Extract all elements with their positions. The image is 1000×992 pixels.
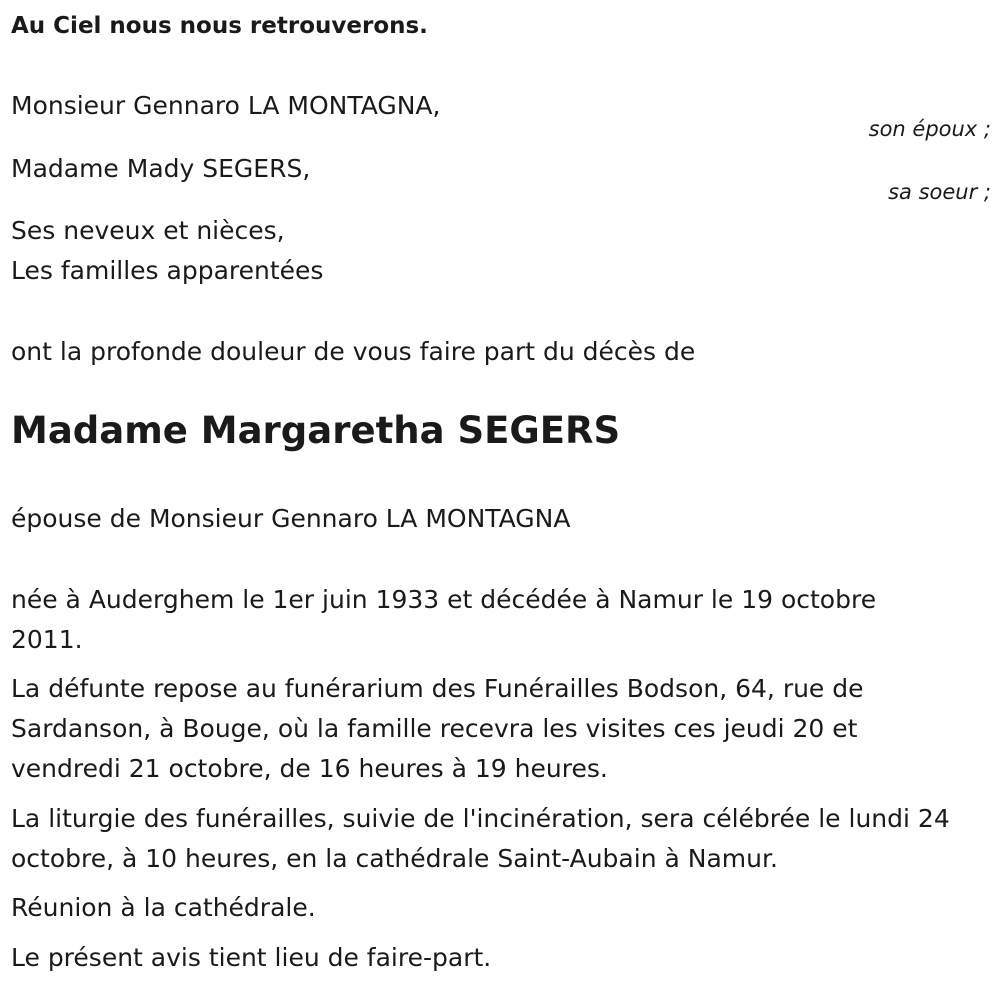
- spouse-of-line: épouse de Monsieur Gennaro LA MONTAGNA: [11, 504, 571, 533]
- families-line: Les familles apparentées: [11, 256, 324, 285]
- birth-death-paragraph: née à Auderghem le 1er juin 1933 et décédée à Namur le 19 octobre 2011.: [11, 585, 877, 654]
- spouse-relation: son époux ;: [868, 117, 991, 141]
- meeting-line: Réunion à la cathédrale.: [11, 893, 316, 922]
- spouse-name: Monsieur Gennaro LA MONTAGNA,: [11, 91, 441, 120]
- liturgy-paragraph: La liturgie des funérailles, suivie de l'incinération, sera célébrée le lundi 24 octobre, à 10 heures, en la cathédrale Saint-Aubain à Namur.: [11, 804, 950, 873]
- header-quote: Au Ciel nous nous retrouverons.: [11, 13, 428, 39]
- notice-line: Le présent avis tient lieu de faire-part.: [11, 943, 492, 972]
- sister-name: Madame Mady SEGERS,: [11, 154, 311, 183]
- sister-relation: sa soeur ;: [888, 180, 991, 204]
- announcement-intro: ont la profonde douleur de vous faire part du décès de: [11, 337, 696, 366]
- deceased-name: Madame Margaretha SEGERS: [11, 409, 621, 452]
- nephews-line: Ses neveux et nièces,: [11, 216, 285, 245]
- repose-paragraph: La défunte repose au funérarium des Funérailles Bodson, 64, rue de Sardanson, à Bouge, où la famille recevra les visites ces jeudi 20 et vendredi 21 octobre, de 16 heures à 19 heures.: [11, 674, 864, 783]
